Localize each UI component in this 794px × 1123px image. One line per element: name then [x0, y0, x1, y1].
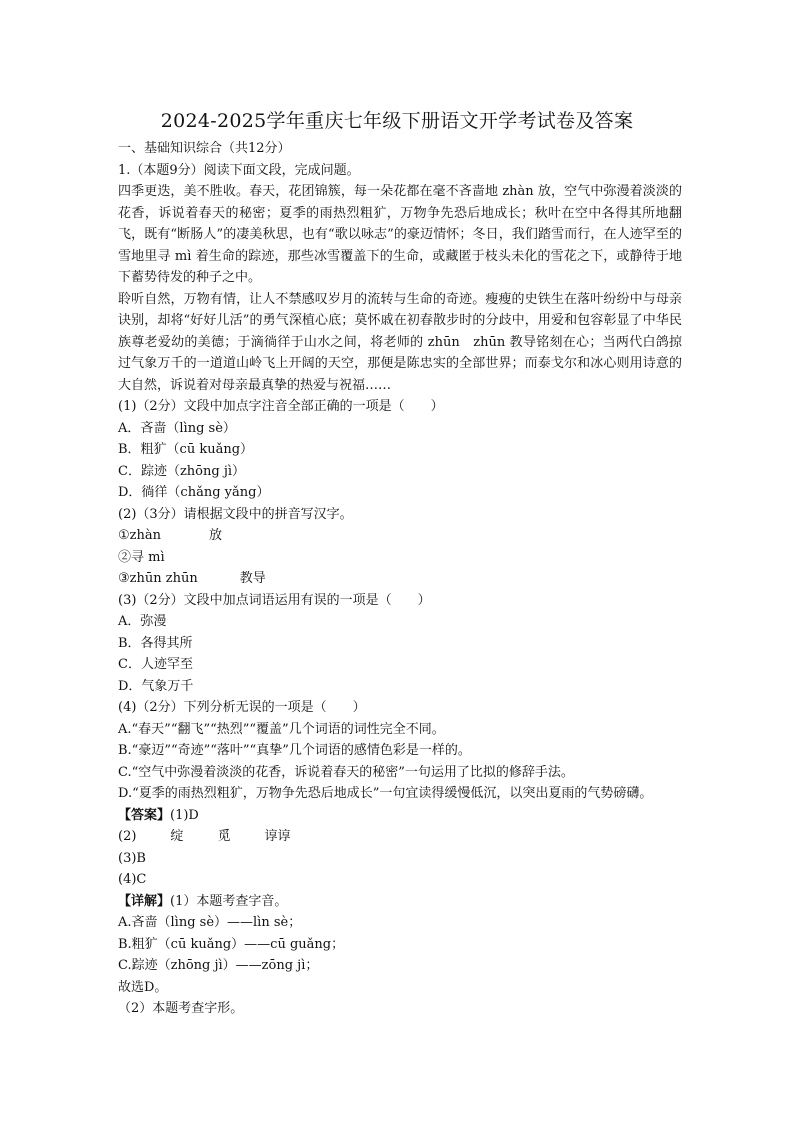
option-a: A．吝啬（lìng sè）	[118, 420, 236, 436]
answer-2-char-2: 觅	[217, 829, 231, 844]
option-d: D．徜徉（chǎng yǎng）	[118, 485, 270, 500]
answer-2-char-3: 谆谆	[264, 829, 291, 844]
pinyin-label: ①zhàn	[118, 528, 161, 543]
pinyin-suffix: 放	[209, 528, 223, 543]
detail-line: （2）本题考查字形。	[118, 1001, 244, 1016]
detail-line-1	[118, 891, 682, 913]
answer-1: (1)D	[170, 807, 199, 823]
option-d: D.“夏季的雨热烈粗犷，万物争先恐后地成长”一句宜读得缓慢低沉，以突出夏雨的气势磅礴。	[118, 786, 653, 801]
detail-label: 【详解】	[118, 893, 171, 909]
pinyin-label: ③zhūn zhūn	[118, 571, 198, 586]
question-1-1: (1)（2分）文段中加点字注音全部正确的一项是（ ）	[118, 399, 444, 414]
option-c: C．踪迹（zhōng jì）	[118, 463, 246, 479]
detail-line: 故选D。	[118, 979, 168, 995]
pinyin-item-1	[118, 525, 682, 547]
pinyin-suffix: 教导	[239, 571, 266, 586]
detail-1: (1）本题考查字音。	[170, 893, 288, 909]
option-b: B．各得其所	[118, 635, 193, 651]
option-a: A．弥漫	[118, 614, 167, 629]
option-b: B．粗犷（cū kuǎng）	[118, 442, 254, 457]
option-c: C.“空气中弥漫着淡淡的花香，诉说着春天的秘密”一句运用了比拟的修辞手法。	[118, 764, 574, 780]
document-body	[118, 138, 682, 1020]
question-1-intro: 1.（本题9分）阅读下面文段，完成问题。	[118, 162, 360, 178]
detail-line: C.踪迹（zhōng jì）——zōng jì；	[118, 958, 319, 973]
detail-line: A.吝啬（lìng sè）——lìn sè；	[118, 915, 302, 930]
passage-paragraph-1: 四季更迭，美不胜收。春天，花团锦簇，每一朵花都在毫不吝啬地 zhàn 放，空气中弥漫着淡淡的花香，诉说着春天的秘密；夏季的雨热烈粗犷，万物争先恐后地成长；秋叶在空中各得其所地翻飞，既有“断肠人”的凄美秋思，也有“歌以咏志”的豪迈情怀；冬日，我们踏雪而行，在人迹罕至的雪地里寻 mì 着生命的踪迹，那些冰雪覆盖下的生命，或藏匿于枝头未化的雪花之下，或静待于地下蓄势待发的种子之中。	[118, 184, 682, 285]
passage-paragraph-2: 聆听自然，万物有情，让人不禁感叹岁月的流转与生命的奇迹。瘦瘦的史铁生在落叶纷纷中与母亲诀别，却将“好好儿活”的勇气深植心底；莫怀戚在初春散步时的分歧中，用爱和包容彰显了中华民族尊老爱幼的美德；于滴徜徉于山水之间，将老师的 zhūn zhūn 教导铭刻在心；当两代白鸽掠过气象万千的一道道山岭飞上开阔的天空，那便是陈忠实的全部世界；而泰戈尔和冰心则用诗意的大自然，诉说着对母亲最真挚的热爱与祝福……	[118, 291, 682, 393]
pinyin-label: ②寻 mì	[118, 549, 165, 565]
section-heading: 一、基础知识综合（共12分）	[118, 141, 291, 156]
answer-line-1	[118, 805, 682, 827]
answer-line-3: (3)B	[118, 850, 146, 866]
question-1-4: (4)（2分）下列分析无误的一项是（ ）	[118, 700, 366, 715]
option-a: A.“春天”“翻飞”“热烈”“覆盖”几个词语的词性完全不同。	[118, 721, 445, 737]
question-1-3: (3)（2分）文段中加点词语运用有误的一项是（ ）	[118, 592, 431, 608]
answer-label: 【答案】	[118, 807, 171, 823]
option-b: B.“豪迈”“奇迹”“落叶”“真挚”几个词语的感情色彩是一样的。	[118, 743, 471, 758]
option-c: C．人迹罕至	[118, 657, 193, 672]
page-title: 2024-2025学年重庆七年级下册语文开学考试卷及答案	[160, 110, 634, 132]
pinyin-item-3	[118, 568, 682, 590]
option-d: D．气象万千	[118, 678, 194, 694]
pinyin-item-2	[118, 547, 682, 569]
answer-line-2	[118, 826, 682, 848]
question-1-2: (2)（3分）请根据文段中的拼音写汉字。	[118, 506, 353, 522]
answer-line-4: (4)C	[118, 872, 147, 887]
answer-2-prefix: (2)	[118, 829, 137, 844]
answer-2-char-1: 绽	[170, 829, 184, 844]
detail-line: B.粗犷（cū kuǎng）——cū guǎng；	[118, 936, 345, 952]
